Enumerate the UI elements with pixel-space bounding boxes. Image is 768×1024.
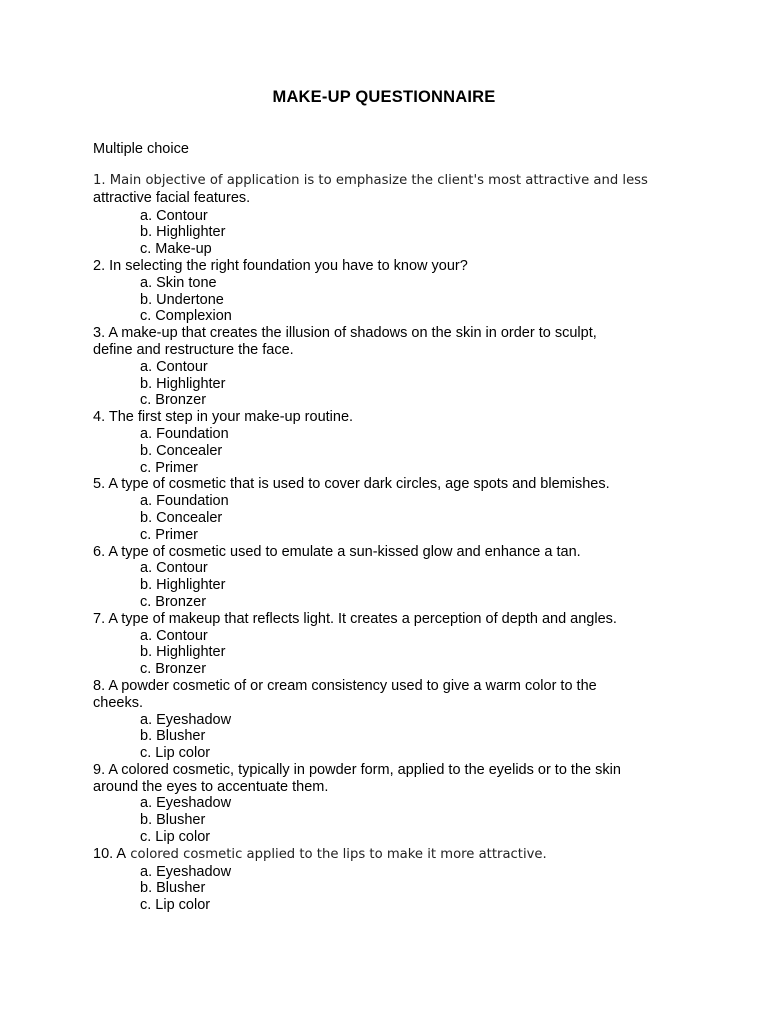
option-c: c. Bronzer <box>140 392 207 409</box>
question-9-text-line2: around the eyes to accentuate them. <box>93 778 329 795</box>
question-8-text-line1: 8. A powder cosmetic of or cream consistency used to give a warm color to the <box>93 677 597 694</box>
option-c: c. Bronzer <box>140 593 207 610</box>
section-heading: Multiple choice <box>93 141 189 157</box>
question-3-options <box>93 359 693 409</box>
question-9-options <box>93 795 693 845</box>
question-10-text-rest: colored cosmetic applied to the lips to make it more attractive. <box>126 846 547 862</box>
question-2 <box>93 258 693 325</box>
option-b: b. Highlighter <box>140 375 226 392</box>
document-title: MAKE-UP QUESTIONNAIRE <box>272 88 496 106</box>
option-a: a. Eyeshadow <box>140 863 232 880</box>
question-4-text: 4. The first step in your make-up routine. <box>93 409 354 426</box>
option-a: a. Foundation <box>140 493 229 510</box>
option-b: b. Highlighter <box>140 644 226 661</box>
option-b: b. Highlighter <box>140 224 226 241</box>
option-c: c. Lip color <box>140 897 211 914</box>
question-3 <box>93 325 693 409</box>
option-c: c. Bronzer <box>140 661 207 678</box>
option-b: b. Blusher <box>140 812 206 829</box>
question-2-text: 2. In selecting the right foundation you have to know your? <box>93 257 468 274</box>
question-5 <box>93 476 693 543</box>
question-3-text <box>93 325 693 359</box>
option-c: c. Lip color <box>140 745 211 762</box>
option-b: b. Undertone <box>140 291 224 308</box>
question-4-options <box>93 426 693 476</box>
question-7-options <box>93 628 693 678</box>
question-9 <box>93 762 693 846</box>
option-a: a. Contour <box>140 627 208 644</box>
option-c: c. Primer <box>140 526 198 543</box>
option-b: b. Concealer <box>140 509 223 526</box>
question-1-text <box>93 173 693 208</box>
question-10-text-lead: 10. A <box>93 845 127 862</box>
question-6-options <box>93 560 693 610</box>
question-5-text: 5. A type of cosmetic that is used to cover dark circles, age spots and blemishes. <box>93 476 610 493</box>
question-6-text: 6. A type of cosmetic used to emulate a sun-kissed glow and enhance a tan. <box>93 543 581 560</box>
question-8-text <box>93 678 693 712</box>
option-b: b. Blusher <box>140 880 206 897</box>
question-9-text <box>93 762 693 796</box>
option-b: b. Highlighter <box>140 577 226 594</box>
question-10-options <box>93 864 693 914</box>
option-a: a. Eyeshadow <box>140 795 232 812</box>
question-1 <box>93 173 693 258</box>
question-4 <box>93 409 693 476</box>
option-b: b. Concealer <box>140 442 223 459</box>
question-3-text-line1: 3. A make-up that creates the illusion of shadows on the skin in order to sculpt, <box>93 325 597 342</box>
question-8-options <box>93 712 693 762</box>
question-1-text-line2: attractive facial features. <box>93 189 251 206</box>
question-7 <box>93 611 693 678</box>
question-7-text: 7. A type of makeup that reflects light. It creates a perception of depth and angles. <box>93 610 617 627</box>
option-a: a. Contour <box>140 560 208 577</box>
question-8 <box>93 678 693 762</box>
option-c: c. Lip color <box>140 829 211 846</box>
question-3-text-line2: define and restructure the face. <box>93 341 294 358</box>
question-1-text-line1: 1. Main objective of application is to emphasize the client's most attractive and less <box>93 173 648 188</box>
question-8-text-line2: cheeks. <box>93 694 143 711</box>
option-c: c. Complexion <box>140 308 232 325</box>
option-a: a. Eyeshadow <box>140 711 232 728</box>
question-10-text <box>93 846 693 864</box>
option-a: a. Skin tone <box>140 274 217 291</box>
option-a: a. Contour <box>140 358 208 375</box>
option-b: b. Blusher <box>140 728 206 745</box>
option-c: c. Make-up <box>140 241 212 258</box>
question-6 <box>93 544 693 611</box>
question-1-options <box>93 208 693 258</box>
question-5-options <box>93 493 693 543</box>
question-list <box>93 173 693 914</box>
option-c: c. Primer <box>140 459 198 476</box>
option-a: a. Contour <box>140 207 208 224</box>
option-a: a. Foundation <box>140 425 229 442</box>
question-9-text-line1: 9. A colored cosmetic, typically in powder form, applied to the eyelids or to the skin <box>93 761 621 778</box>
question-10 <box>93 846 693 914</box>
question-2-options <box>93 275 693 325</box>
